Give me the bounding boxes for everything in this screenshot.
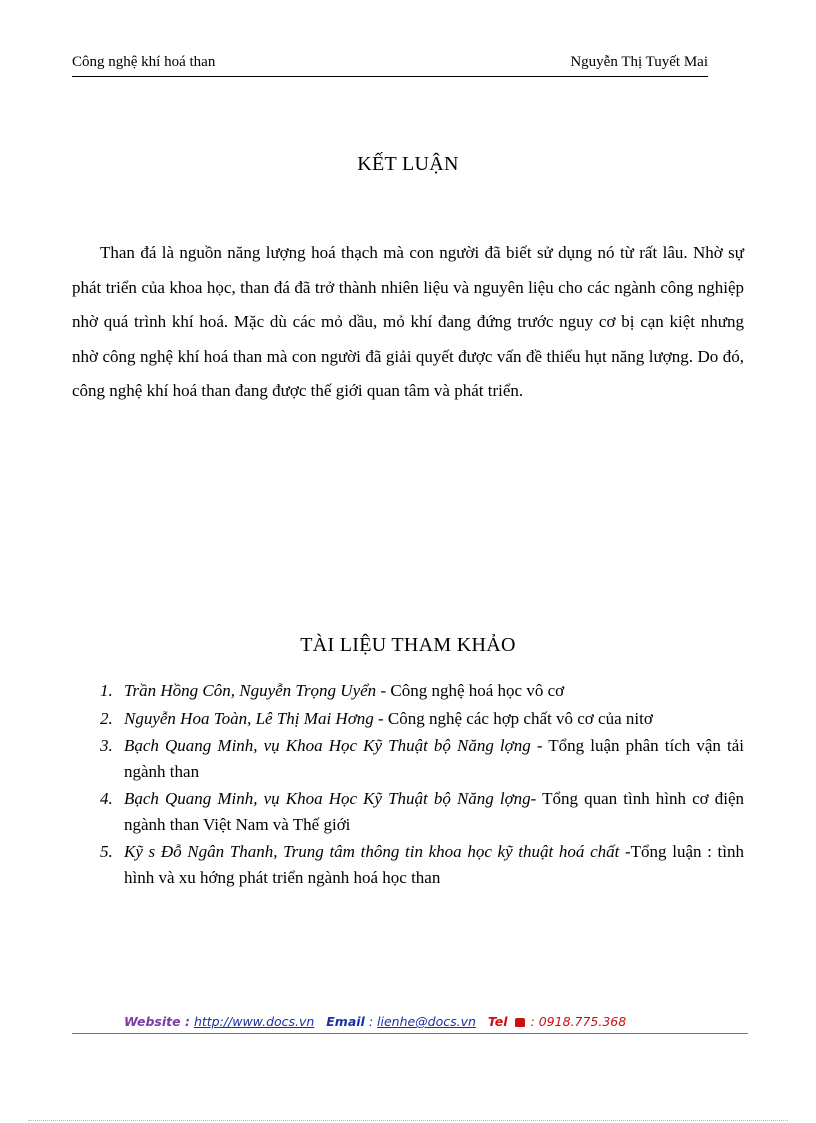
header-document-title: Công nghệ khí hoá than (72, 54, 216, 70)
conclusion-paragraph: Than đá là nguồn năng lượng hoá thạch mà con người đã biết sử dụng nó từ rất lâu. Nhờ sự phát triển của khoa học, than đá đã trở thành nhiên liệu và nguyên liệu cho các ngành công nghiệp nhờ quá trình khí hoá. Mặc dù các mỏ dầu, mỏ khí đang đứng trước nguy cơ bị cạn kiệt nhưng nhờ công nghệ khí hoá than mà con người đã giải quyết được vấn đề thiếu hụt năng lượng. Do đó, công nghệ khí hoá than đang được thế giới quan tâm và phát triển. (72, 243, 744, 400)
website-label: Website : (124, 1014, 190, 1029)
references-heading: TÀI LIỆU THAM KHẢO (300, 634, 516, 656)
reference-title: - Công nghệ hoá học vô cơ (376, 681, 565, 700)
email-link[interactable]: lienhe@docs.vn (377, 1014, 476, 1029)
reference-number: 1. (100, 681, 113, 700)
page-bottom-divider (28, 1120, 788, 1121)
reference-authors: Nguyễn Hoa Toàn, Lê Thị Mai Hơng (124, 708, 374, 728)
reference-authors: Bạch Quang Minh, vụ Khoa Học Kỹ Thuật bộ Năng lợng- (124, 789, 537, 808)
reference-authors: Kỹ s Đỗ Ngân Thanh, Trung tâm thông tin khoa học kỹ thuật hoá chất (124, 842, 620, 861)
reference-authors: Trần Hồng Côn, Nguyễn Trọng Uyển (124, 681, 377, 700)
conclusion-heading: KẾT LUẬN (357, 153, 459, 175)
reference-item (100, 786, 744, 837)
page-header (72, 52, 708, 77)
page-footer (72, 1013, 748, 1034)
tel-value: : 0918.775.368 (530, 1014, 627, 1029)
reference-item (100, 839, 744, 890)
reference-item (100, 678, 744, 704)
reference-number: 2. (100, 708, 113, 728)
reference-item (100, 733, 744, 784)
header-author: Nguyễn Thị Tuyết Mai (570, 54, 708, 70)
reference-item (100, 706, 744, 732)
reference-number: 5. (100, 842, 113, 861)
tel-label: Tel (487, 1014, 508, 1029)
website-link[interactable]: http://www.docs.vn (193, 1014, 315, 1029)
reference-title: - Tổng luận phân tích vận tải ngành than (124, 736, 744, 781)
reference-title: - Công nghệ các hợp chất vô cơ của nitơ (373, 708, 653, 728)
reference-authors: Bạch Quang Minh, vụ Khoa Học Kỹ Thuật bộ Năng lợng (124, 736, 531, 755)
reference-number: 3. (100, 736, 113, 755)
phone-icon (515, 1018, 525, 1027)
email-label: Email (326, 1014, 365, 1029)
reference-number: 4. (100, 789, 113, 808)
reference-title: -Tổng luận : tình hình và xu hớng phát triển ngành hoá học than (124, 842, 744, 887)
reference-list (100, 678, 744, 892)
reference-title: Tổng quan tình hình cơ điện ngành than Việt Nam và Thế giới (124, 789, 744, 834)
email-separator: : (368, 1014, 378, 1029)
